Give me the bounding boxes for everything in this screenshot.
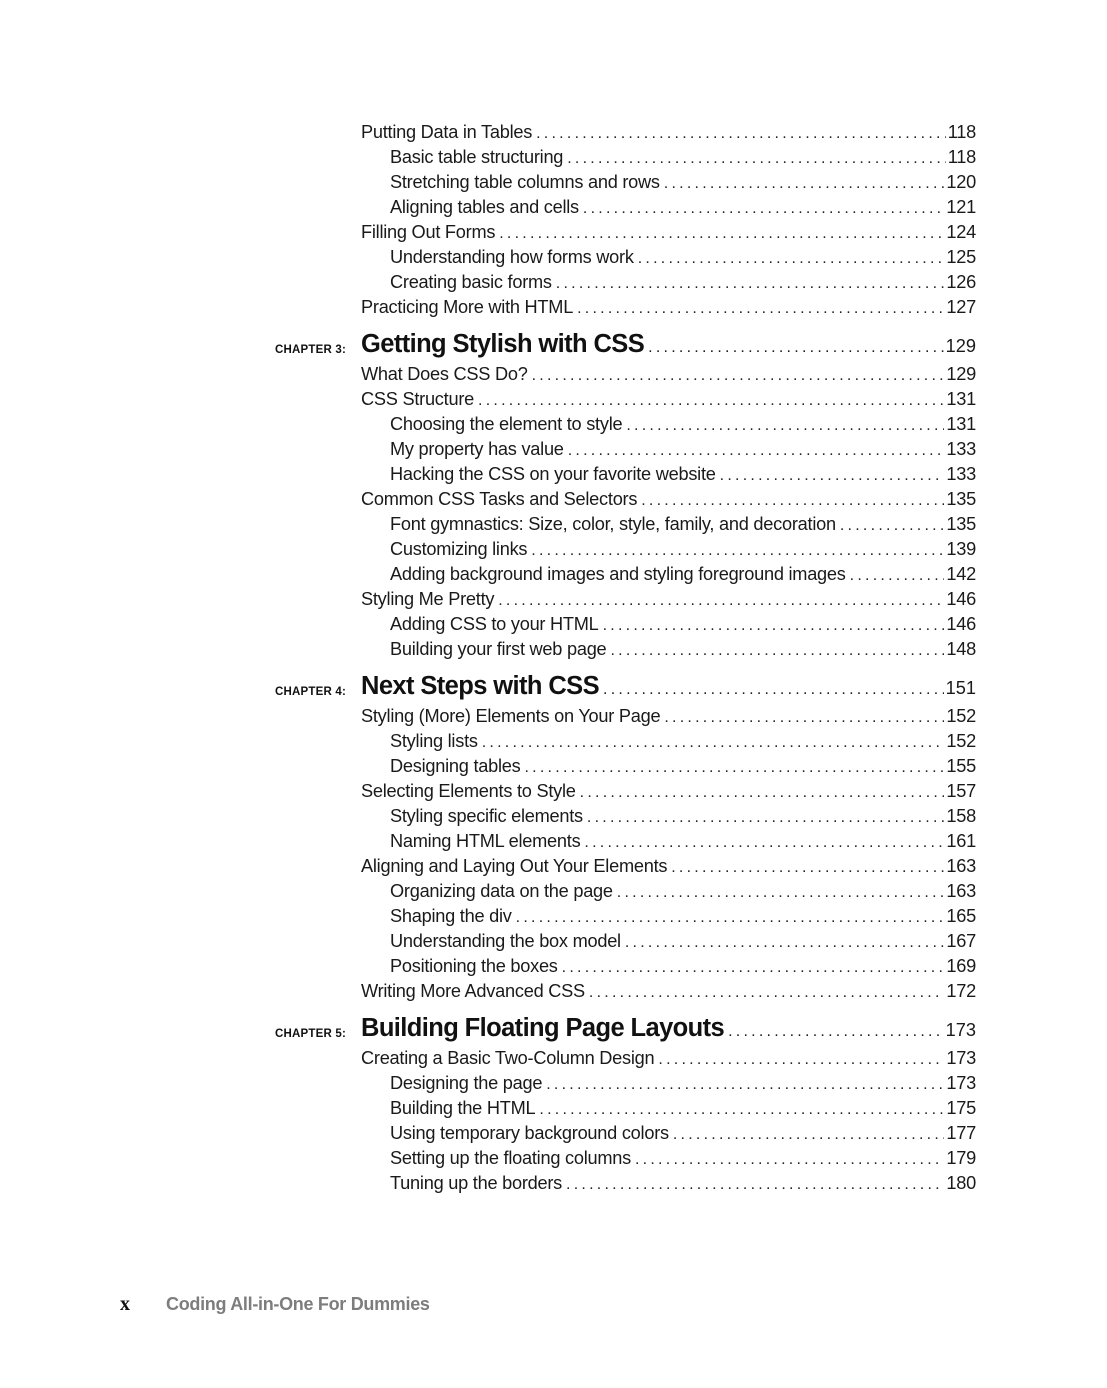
entry-title: Styling (More) Elements on Your Page (361, 706, 664, 727)
entry-title: Naming HTML elements (390, 831, 584, 852)
dot-leader (720, 467, 945, 485)
toc-section[interactable] (361, 364, 976, 389)
toc-subsection[interactable] (390, 464, 976, 489)
dot-leader (610, 642, 944, 660)
dot-leader (536, 125, 946, 143)
toc-chapter[interactable] (275, 1014, 976, 1048)
dot-leader (568, 442, 945, 460)
entry-page-number: 133 (946, 464, 976, 484)
entry-title: Hacking the CSS on your favorite website (390, 464, 720, 485)
entry-page-number: 173 (946, 1073, 976, 1093)
entry-page-number: 148 (946, 639, 976, 659)
dot-leader (499, 225, 944, 243)
dot-leader (603, 617, 945, 635)
entry-title: Choosing the element to style (390, 414, 626, 435)
toc-subsection[interactable] (390, 1123, 976, 1148)
toc-subsection[interactable] (390, 1098, 976, 1123)
entry-title: Writing More Advanced CSS (361, 981, 589, 1002)
entry-page-number: 161 (946, 831, 976, 851)
entry-title: Creating basic forms (390, 272, 556, 293)
entry-page-number: 167 (946, 931, 976, 951)
entry-title: Tuning up the borders (390, 1173, 566, 1194)
toc-subsection[interactable] (390, 756, 976, 781)
entry-page-number: 135 (946, 514, 976, 534)
entry-title: Understanding how forms work (390, 247, 638, 268)
entry-page-number: 142 (946, 564, 976, 584)
entry-page-number: 163 (946, 856, 976, 876)
toc-section[interactable] (361, 856, 976, 881)
entry-page-number: 173 (945, 1020, 976, 1040)
toc-subsection[interactable] (390, 806, 976, 831)
toc-section[interactable] (361, 389, 976, 414)
toc-chapter[interactable] (275, 672, 976, 706)
dot-leader (603, 681, 944, 699)
toc-subsection[interactable] (390, 639, 976, 664)
dot-leader (641, 492, 944, 510)
dot-leader (664, 175, 945, 193)
entry-page-number: 157 (946, 781, 976, 801)
dot-leader (524, 759, 944, 777)
dot-leader (556, 275, 945, 293)
entry-title: What Does CSS Do? (361, 364, 532, 385)
entry-title: Adding background images and styling foreground images (390, 564, 850, 585)
entry-title: Understanding the box model (390, 931, 625, 952)
entry-title: Next Steps with CSS (361, 672, 599, 700)
toc-section[interactable] (361, 981, 976, 1006)
toc-subsection[interactable] (390, 831, 976, 856)
entry-page-number: 152 (946, 731, 976, 751)
dot-leader (584, 834, 944, 852)
dot-leader (671, 859, 944, 877)
toc-subsection[interactable] (390, 539, 976, 564)
dot-leader (840, 517, 945, 535)
dot-leader (516, 909, 945, 927)
dot-leader (577, 300, 944, 318)
toc-subsection[interactable] (390, 614, 976, 639)
entry-title: Building the HTML (390, 1098, 539, 1119)
chapter-label: CHAPTER 3: (275, 344, 347, 356)
entry-page-number: 127 (946, 297, 976, 317)
entry-title: Using temporary background colors (390, 1123, 673, 1144)
dot-leader (638, 250, 945, 268)
entry-page-number: 131 (946, 389, 976, 409)
entry-title: Selecting Elements to Style (361, 781, 580, 802)
entry-page-number: 179 (946, 1148, 976, 1168)
entry-page-number: 173 (946, 1048, 976, 1068)
dot-leader (625, 934, 945, 952)
entry-title: Shaping the div (390, 906, 516, 927)
dot-leader (546, 1076, 944, 1094)
dot-leader (589, 984, 945, 1002)
entry-page-number: 131 (946, 414, 976, 434)
dot-leader (664, 709, 944, 727)
entry-title: Building your first web page (390, 639, 610, 660)
entry-title: Designing the page (390, 1073, 546, 1094)
entry-page-number: 121 (946, 197, 976, 217)
entry-page-number: 163 (946, 881, 976, 901)
toc-subsection[interactable] (390, 439, 976, 464)
dot-leader (562, 959, 945, 977)
dot-leader (728, 1023, 944, 1041)
entry-page-number: 158 (946, 806, 976, 826)
toc-subsection[interactable] (390, 1148, 976, 1173)
entry-page-number: 118 (947, 147, 976, 167)
dot-leader (635, 1151, 944, 1169)
toc-subsection[interactable] (390, 956, 976, 981)
page-footer (120, 1293, 430, 1316)
table-of-contents (0, 122, 1107, 1198)
dot-leader (531, 542, 944, 560)
entry-page-number: 172 (946, 981, 976, 1001)
dot-leader (478, 392, 944, 410)
entry-page-number: 146 (946, 589, 976, 609)
entry-page-number: 165 (946, 906, 976, 926)
toc-chapter[interactable] (275, 330, 976, 364)
entry-page-number: 133 (946, 439, 976, 459)
entry-page-number: 124 (946, 222, 976, 242)
entry-page-number: 126 (946, 272, 976, 292)
dot-leader (583, 200, 945, 218)
entry-title: CSS Structure (361, 389, 478, 410)
entry-page-number: 180 (946, 1173, 976, 1193)
dot-leader (648, 339, 944, 357)
toc-subsection[interactable] (390, 147, 976, 172)
toc-subsection[interactable] (390, 931, 976, 956)
entry-title: Customizing links (390, 539, 531, 560)
dot-leader (567, 150, 946, 168)
toc-subsection[interactable] (390, 564, 976, 589)
toc-subsection[interactable] (390, 514, 976, 539)
toc-subsection[interactable] (390, 197, 976, 222)
dot-leader (482, 734, 945, 752)
entry-title: Designing tables (390, 756, 524, 777)
toc-section[interactable] (361, 297, 976, 322)
toc-subsection[interactable] (390, 414, 976, 439)
entry-title: Organizing data on the page (390, 881, 617, 902)
toc-subsection[interactable] (390, 906, 976, 931)
entry-title: Getting Stylish with CSS (361, 330, 645, 358)
dot-leader (566, 1176, 944, 1194)
entry-page-number: 155 (946, 756, 976, 776)
entry-title: Putting Data in Tables (361, 122, 536, 143)
chapter-label: CHAPTER 5: (275, 1028, 347, 1040)
entry-title: Positioning the boxes (390, 956, 562, 977)
entry-page-number: 169 (946, 956, 976, 976)
entry-title: Building Floating Page Layouts (361, 1014, 725, 1042)
toc-section[interactable] (361, 706, 976, 731)
toc-section[interactable] (361, 781, 976, 806)
toc-subsection[interactable] (390, 881, 976, 906)
toc-subsection[interactable] (390, 1173, 976, 1198)
entry-title: Aligning and Laying Out Your Elements (361, 856, 671, 877)
dot-leader (580, 784, 945, 802)
entry-page-number: 125 (946, 247, 976, 267)
dot-leader (539, 1101, 944, 1119)
chapter-label: CHAPTER 4: (275, 686, 347, 698)
toc-subsection[interactable] (390, 731, 976, 756)
entry-title: Stretching table columns and rows (390, 172, 664, 193)
entry-page-number: 151 (945, 678, 976, 698)
entry-page-number: 139 (946, 539, 976, 559)
toc-subsection[interactable] (390, 172, 976, 197)
toc-section[interactable] (361, 122, 976, 147)
entry-page-number: 118 (947, 122, 976, 142)
dot-leader (850, 567, 945, 585)
dot-leader (498, 592, 944, 610)
entry-title: Adding CSS to your HTML (390, 614, 603, 635)
entry-page-number: 152 (946, 706, 976, 726)
entry-page-number: 120 (946, 172, 976, 192)
entry-page-number: 177 (946, 1123, 976, 1143)
toc-subsection[interactable] (390, 272, 976, 297)
dot-leader (673, 1126, 945, 1144)
entry-title: Creating a Basic Two-Column Design (361, 1048, 658, 1069)
dot-leader (658, 1051, 944, 1069)
entry-title: Setting up the floating columns (390, 1148, 635, 1169)
entry-title: Styling lists (390, 731, 482, 752)
toc-section[interactable] (361, 589, 976, 614)
entry-page-number: 146 (946, 614, 976, 634)
book-title: Coding All-in-One For Dummies (166, 1294, 430, 1314)
entry-title: Styling Me Pretty (361, 589, 498, 610)
toc-section[interactable] (361, 489, 976, 514)
entry-title: Practicing More with HTML (361, 297, 577, 318)
entry-page-number: 129 (946, 364, 976, 384)
toc-subsection[interactable] (390, 247, 976, 272)
toc-subsection[interactable] (390, 1073, 976, 1098)
entry-page-number: 135 (946, 489, 976, 509)
dot-leader (587, 809, 945, 827)
toc-section[interactable] (361, 222, 976, 247)
entry-title: Font gymnastics: Size, color, style, family, and decoration (390, 514, 840, 535)
toc-section[interactable] (361, 1048, 976, 1073)
entry-title: Styling specific elements (390, 806, 587, 827)
dot-leader (617, 884, 945, 902)
entry-title: Aligning tables and cells (390, 197, 583, 218)
entry-title: Basic table structuring (390, 147, 567, 168)
entry-page-number: 175 (946, 1098, 976, 1118)
page-number: x (120, 1293, 130, 1315)
dot-leader (532, 367, 945, 385)
entry-title: Common CSS Tasks and Selectors (361, 489, 641, 510)
entry-title: My property has value (390, 439, 568, 460)
entry-page-number: 129 (945, 336, 976, 356)
entry-title: Filling Out Forms (361, 222, 499, 243)
dot-leader (626, 417, 944, 435)
